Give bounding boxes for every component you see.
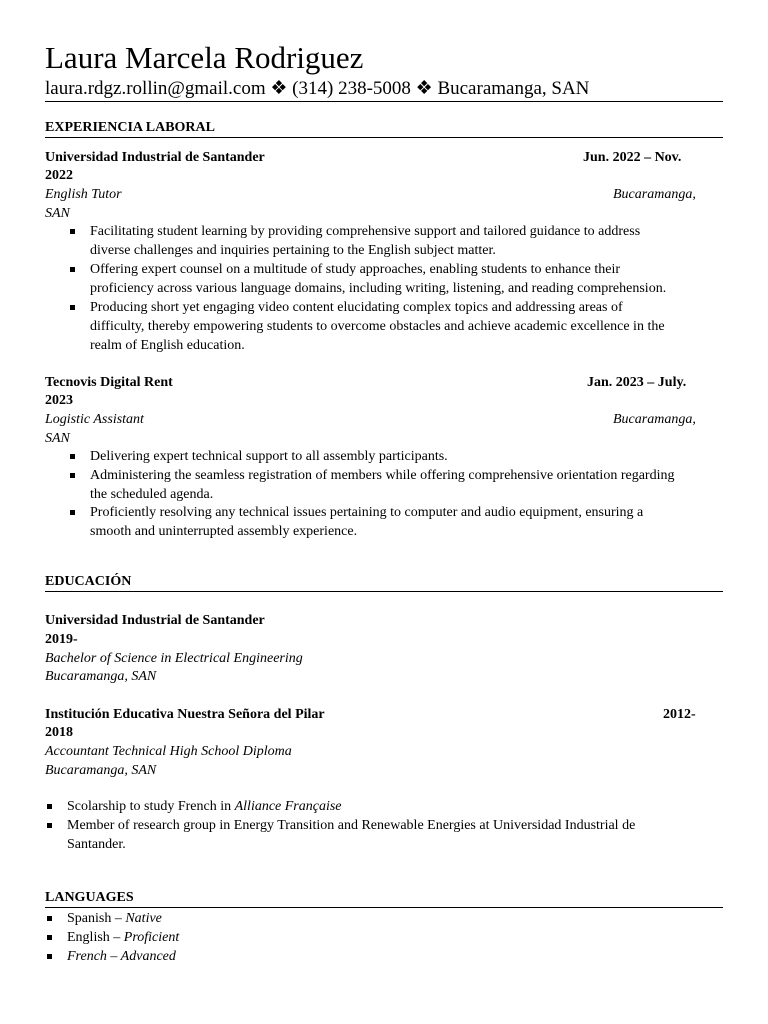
job-bullet: Delivering expert technical support to all assembly participants. bbox=[90, 449, 448, 464]
education-extra-item-cont: Santander. bbox=[67, 837, 126, 852]
language-item bbox=[67, 910, 162, 927]
job-role: English Tutor bbox=[45, 187, 122, 202]
job-bullet: Proficiently resolving any technical issues pertaining to computer and audio equipment, ensuring a bbox=[90, 505, 644, 520]
bullet-icon bbox=[47, 954, 52, 959]
extra-text: Scolarship to study French in bbox=[67, 799, 235, 814]
language-name: French bbox=[67, 949, 107, 964]
school-place: Bucaramanga, SAN bbox=[45, 669, 157, 684]
email: laura.rdgz.rollin@gmail.com bbox=[45, 78, 266, 99]
separator-icon: ❖ bbox=[270, 78, 288, 99]
job-bullet: proficiency across various language domains, including writing, listening, and reading comprehension. bbox=[90, 281, 667, 296]
bullet-icon bbox=[47, 804, 52, 809]
job-role: Logistic Assistant bbox=[45, 412, 144, 427]
job-bullet: diverse challenges and inquiries pertaining to the English subject matter. bbox=[90, 243, 496, 258]
language-name: Spanish bbox=[67, 911, 112, 926]
extra-italic: Alliance Française bbox=[234, 799, 342, 814]
bullet-icon bbox=[47, 916, 52, 921]
education-extra-item: Member of research group in Energy Transition and Renewable Energies at Universidad Industrial de bbox=[67, 818, 636, 833]
bullet-icon bbox=[70, 510, 75, 515]
phone: (314) 238-5008 bbox=[292, 78, 411, 99]
job-dates-end: 2023 bbox=[45, 393, 73, 408]
job-bullet: Administering the seamless registration of members while offering comprehensive orientation regarding bbox=[90, 468, 675, 483]
job-dates-end: 2022 bbox=[45, 168, 73, 183]
bullet-icon bbox=[47, 823, 52, 828]
bullet-icon bbox=[70, 473, 75, 478]
bullet-icon bbox=[70, 267, 75, 272]
language-dash: – bbox=[111, 911, 126, 926]
education-extra-item bbox=[67, 798, 342, 815]
job-bullet: the scheduled agenda. bbox=[90, 487, 214, 502]
divider bbox=[45, 101, 723, 102]
school-years-start: 2012- bbox=[663, 707, 696, 722]
divider bbox=[45, 907, 723, 908]
school-org: Institución Educativa Nuestra Señora del Pilar bbox=[45, 707, 325, 722]
home-location: Bucaramanga, SAN bbox=[437, 78, 590, 99]
school-years: 2019- bbox=[45, 632, 78, 647]
job-place: Bucaramanga, bbox=[613, 187, 696, 202]
candidate-name: Laura Marcela Rodriguez bbox=[45, 40, 364, 75]
bullet-icon bbox=[70, 454, 75, 459]
bullet-icon bbox=[47, 935, 52, 940]
divider bbox=[45, 137, 723, 138]
job-place-end: SAN bbox=[45, 206, 70, 221]
job-place-end: SAN bbox=[45, 431, 70, 446]
language-level: Native bbox=[125, 911, 162, 926]
language-dash: – bbox=[109, 930, 124, 945]
job-dates: Jan. 2023 – July. bbox=[587, 375, 687, 390]
job-org: Tecnovis Digital Rent bbox=[45, 375, 173, 390]
language-level: Advanced bbox=[120, 949, 176, 964]
job-bullet: smooth and uninterrupted assembly experience. bbox=[90, 524, 358, 539]
school-years: 2018 bbox=[45, 725, 73, 740]
job-bullet: difficulty, thereby empowering students to overcome obstacles and achieve academic excellence in the bbox=[90, 319, 665, 334]
language-item bbox=[67, 929, 179, 946]
language-item bbox=[67, 948, 176, 965]
language-name: English bbox=[67, 930, 110, 945]
job-bullet: Producing short yet engaging video content elucidating complex topics and addressing areas of bbox=[90, 300, 623, 315]
bullet-icon bbox=[70, 305, 75, 310]
job-bullet: Facilitating student learning by providing comprehensive support and tailored guidance to address bbox=[90, 224, 641, 239]
school-degree: Accountant Technical High School Diploma bbox=[45, 744, 292, 759]
job-dates: Jun. 2022 – Nov. bbox=[583, 150, 682, 165]
bullet-icon bbox=[70, 229, 75, 234]
job-org: Universidad Industrial de Santander bbox=[45, 150, 265, 165]
job-place: Bucaramanga, bbox=[613, 412, 696, 427]
divider bbox=[45, 591, 723, 592]
language-dash: – bbox=[106, 949, 121, 964]
job-bullet: Offering expert counsel on a multitude of study approaches, enabling students to enhance their bbox=[90, 262, 621, 277]
language-level: Proficient bbox=[123, 930, 180, 945]
section-heading-languages: LANGUAGES bbox=[45, 890, 134, 905]
contact-line bbox=[45, 78, 589, 100]
section-heading-experience: EXPERIENCIA LABORAL bbox=[45, 120, 215, 135]
separator-icon: ❖ bbox=[415, 78, 433, 99]
school-place: Bucaramanga, SAN bbox=[45, 763, 157, 778]
school-org: Universidad Industrial de Santander bbox=[45, 613, 265, 628]
job-bullet: realm of English education. bbox=[90, 338, 245, 353]
school-degree: Bachelor of Science in Electrical Engineering bbox=[45, 651, 303, 666]
section-heading-education: EDUCACIÓN bbox=[45, 574, 132, 589]
